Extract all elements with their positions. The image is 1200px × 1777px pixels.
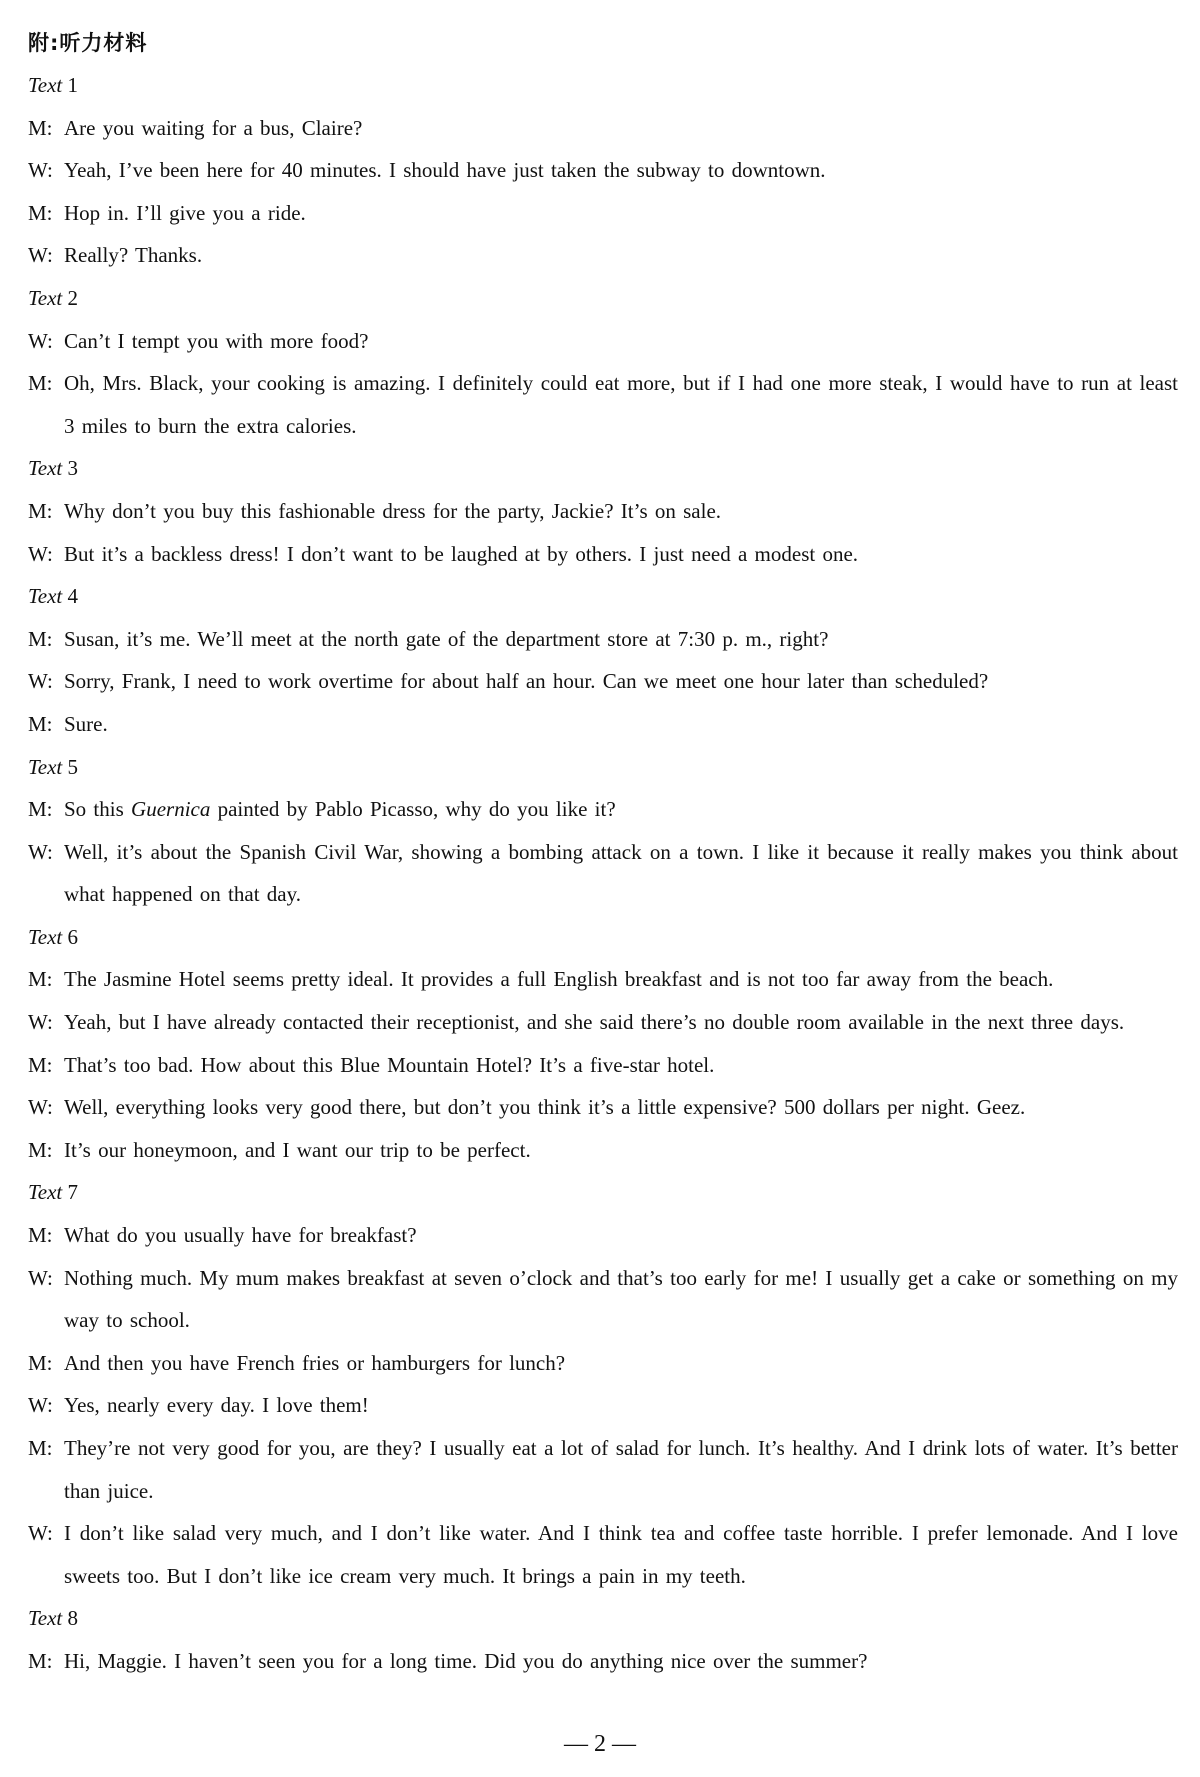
- utterance-text: Hi, Maggie. I haven’t seen you for a long time. Did you do anything nice over the summer?: [64, 1648, 868, 1673]
- dialogue-line: [28, 1640, 1178, 1683]
- dialogue-line: [28, 149, 1178, 192]
- speaker-label: M:: [28, 1137, 53, 1162]
- dialogue-line: [28, 1001, 1178, 1044]
- utterance-text: Sure.: [64, 711, 108, 736]
- text-section-label: [28, 64, 1178, 107]
- utterance-text: Yes, nearly every day. I love them!: [64, 1393, 369, 1418]
- speaker-label: M:: [28, 115, 53, 140]
- dialogue-line: [28, 1384, 1178, 1427]
- text-label-number: 4: [67, 584, 78, 609]
- dialogue-line: [28, 618, 1178, 661]
- utterance-text: Sorry, Frank, I need to work overtime for about half an hour. Can we meet one hour later than scheduled?: [64, 669, 989, 694]
- speaker-label: M:: [28, 1436, 53, 1460]
- utterance-text: It’s our honeymoon, and I want our trip to be perfect.: [64, 1137, 531, 1162]
- artwork-title: Guernica: [131, 797, 211, 822]
- dialogue-line: [28, 1214, 1178, 1257]
- speaker-label: M:: [28, 711, 53, 736]
- speaker-label: W:: [28, 839, 53, 864]
- utterance-text: They’re not very good for you, are they? I usually eat a lot of salad for lunch. It’s healthy. And I drink lots of water. It’s better than juice.: [64, 1436, 1178, 1503]
- dialogue-line: [28, 1257, 1178, 1342]
- dialogue-line: [28, 192, 1178, 235]
- text-label-word: Text: [28, 1606, 63, 1631]
- speaker-label: M:: [28, 1350, 53, 1375]
- speaker-label: M:: [28, 967, 53, 992]
- speaker-label: M:: [28, 200, 53, 225]
- utterance-text: What do you usually have for breakfast?: [64, 1223, 417, 1248]
- text-label-number: 8: [67, 1606, 78, 1631]
- text-section-label: [28, 1597, 1178, 1640]
- text-label-number: 6: [67, 924, 78, 949]
- speaker-label: W:: [28, 243, 53, 268]
- speaker-label: W:: [28, 1095, 53, 1120]
- dialogue-line: [28, 1342, 1178, 1385]
- text-label-word: Text: [28, 754, 63, 779]
- dialogue-line: [28, 533, 1178, 576]
- dialogue-line: [28, 1512, 1178, 1597]
- utterance-text: Really? Thanks.: [64, 243, 203, 268]
- dialogue-line: [28, 490, 1178, 533]
- utterance-text: Hop in. I’ll give you a ride.: [64, 200, 306, 225]
- speaker-label: W:: [28, 1393, 53, 1418]
- speaker-label: M:: [28, 371, 53, 396]
- utterance-text: Susan, it’s me. We’ll meet at the north gate of the department store at 7:30 p. m., right?: [64, 626, 829, 651]
- text-label-number: 3: [67, 456, 78, 481]
- utterance-text: Yeah, I’ve been here for 40 minutes. I should have just taken the subway to downtown.: [64, 158, 826, 183]
- speaker-label: M:: [28, 1648, 53, 1673]
- dialogue-line: [28, 234, 1178, 277]
- dialogue-line: [28, 1129, 1178, 1172]
- utterance-text: Are you waiting for a bus, Claire?: [64, 115, 363, 140]
- utterance-text: The Jasmine Hotel seems pretty ideal. It provides a full English breakfast and is not too far away from the beach.: [64, 967, 1054, 992]
- utterance-text: Nothing much. My mum makes breakfast at seven o’clock and that’s too early for me! I usually get a cake or something on my way to school.: [64, 1265, 1178, 1333]
- text-section-label: [28, 575, 1178, 618]
- text-section-label: [28, 916, 1178, 959]
- transcript-body: [28, 64, 1178, 1683]
- speaker-label: M:: [28, 797, 53, 822]
- listening-transcript: [28, 22, 1178, 1683]
- text-label-word: Text: [28, 456, 63, 481]
- text-label-word: Text: [28, 584, 63, 609]
- dialogue-line: [28, 1427, 1178, 1512]
- text-label-word: Text: [28, 924, 63, 949]
- text-section-label: [28, 447, 1178, 490]
- speaker-label: M:: [28, 626, 53, 651]
- speaker-label: W:: [28, 669, 53, 694]
- dialogue-line: [28, 958, 1178, 1001]
- speaker-label: M:: [28, 498, 53, 523]
- dialogue-line: [28, 1086, 1178, 1129]
- speaker-label: W:: [28, 541, 53, 566]
- text-label-word: Text: [28, 285, 63, 310]
- text-label-number: 7: [67, 1180, 78, 1205]
- utterance-text: Well, it’s about the Spanish Civil War, showing a bombing attack on a town. I like it because it really makes you think about what happened on that day.: [64, 839, 1178, 907]
- utterance-text: But it’s a backless dress! I don’t want to be laughed at by others. I just need a modest one.: [64, 541, 859, 566]
- dialogue-line: [28, 362, 1178, 447]
- text-label-number: 1: [67, 73, 78, 97]
- utterance-text: I don’t like salad very much, and I don’t like water. And I think tea and coffee taste horrible. I prefer lemonade. And I love sweets too. But I don’t like ice cream very much. It brings a pain in my teeth.: [64, 1521, 1178, 1588]
- dialogue-line: [28, 660, 1178, 703]
- utterance-text: Can’t I tempt you with more food?: [64, 328, 369, 353]
- utterance-text: That’s too bad. How about this Blue Mountain Hotel? It’s a five-star hotel.: [64, 1052, 715, 1077]
- speaker-label: M:: [28, 1052, 53, 1077]
- speaker-label: M:: [28, 1223, 53, 1248]
- text-section-label: [28, 1171, 1178, 1214]
- text-section-label: [28, 277, 1178, 320]
- utterance-text: Well, everything looks very good there, but don’t you think it’s a little expensive? 500 dollars per night. Geez.: [64, 1095, 1026, 1120]
- dialogue-line: [28, 788, 1178, 831]
- utterance-text: So this: [64, 797, 132, 822]
- speaker-label: W:: [28, 1010, 53, 1035]
- text-label-word: Text: [28, 1180, 63, 1205]
- dialogue-line: [28, 320, 1178, 363]
- page-number: — 2 —: [564, 1731, 636, 1757]
- speaker-label: W:: [28, 1521, 53, 1546]
- dialogue-line: [28, 1044, 1178, 1087]
- text-section-label: [28, 746, 1178, 789]
- dialogue-line: [28, 703, 1178, 746]
- speaker-label: W:: [28, 158, 53, 183]
- text-label-number: 2: [67, 285, 78, 310]
- text-label-word: Text: [28, 73, 63, 97]
- text-label-number: 5: [67, 754, 78, 779]
- utterance-text: And then you have French fries or hamburgers for lunch?: [64, 1350, 566, 1375]
- utterance-text: Yeah, but I have already contacted their receptionist, and she said there’s no double room available in the next three days.: [64, 1010, 1125, 1035]
- dialogue-line: [28, 831, 1178, 916]
- utterance-text: Oh, Mrs. Black, your cooking is amazing. I definitely could eat more, but if I had one more steak, I would have to run at least 3 miles to burn the extra calories.: [64, 371, 1178, 438]
- speaker-label: W:: [28, 328, 53, 353]
- utterance-text: painted by Pablo Picasso, why do you like it?: [210, 797, 616, 822]
- page-heading: 附:听力材料: [28, 31, 148, 55]
- dialogue-line: [28, 107, 1178, 150]
- speaker-label: W:: [28, 1265, 53, 1290]
- utterance-text: Why don’t you buy this fashionable dress for the party, Jackie? It’s on sale.: [64, 498, 722, 523]
